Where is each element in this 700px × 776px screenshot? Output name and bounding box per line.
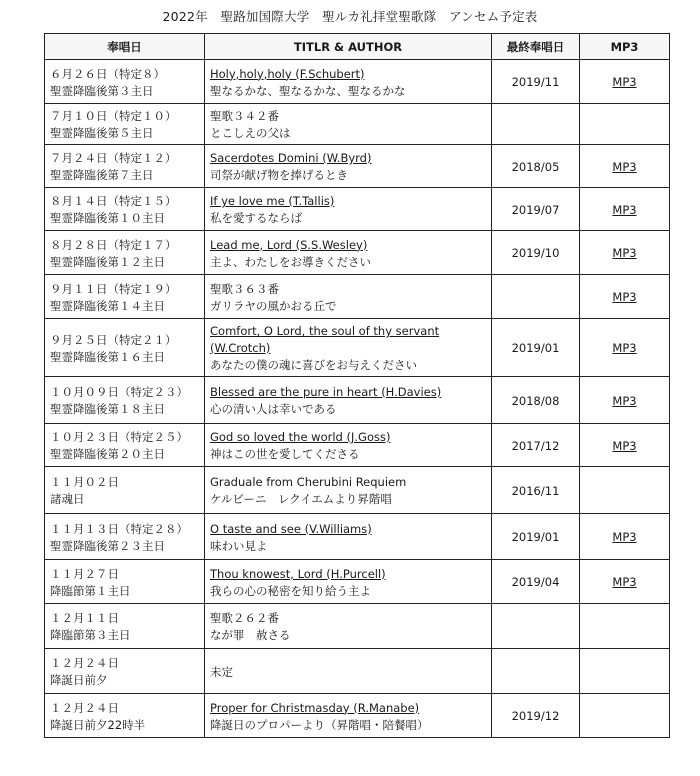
table-row — [45, 467, 670, 514]
mp3-cell — [580, 188, 670, 231]
anthem-schedule-table — [44, 33, 670, 738]
date-cell — [45, 514, 205, 560]
anthem-japanese-title: 降誕日のプロパーより（昇階唱・陪餐唱） — [210, 717, 429, 732]
anthem-japanese-title: とこしえの父は — [210, 126, 291, 140]
anthem-composer-link[interactable]: (W.Crotch) — [210, 341, 271, 355]
liturgical-day: 降誕日前夕 — [50, 673, 108, 687]
mp3-cell — [580, 145, 670, 188]
date-cell — [45, 145, 205, 188]
liturgical-day: 聖霊降臨後第５主日 — [50, 126, 154, 140]
anthem-japanese-title: ガリラヤの風かおる丘で — [210, 298, 337, 313]
service-date: １１月２７日 — [50, 566, 119, 581]
anthem-japanese-title: 私を愛するならば — [210, 211, 302, 225]
table-row — [45, 275, 670, 319]
date-cell — [45, 604, 205, 649]
table-row — [45, 188, 670, 231]
date-cell — [45, 60, 205, 104]
title-cell — [205, 188, 492, 231]
mp3-link[interactable]: MP3 — [612, 159, 637, 174]
last-sung-cell — [492, 604, 580, 649]
title-cell — [205, 60, 492, 104]
table-row — [45, 649, 670, 694]
service-date: ６月２６日（特定８） — [50, 66, 165, 81]
last-sung-cell: 2019/10 — [492, 231, 580, 275]
header-row — [45, 34, 670, 60]
liturgical-day: 聖霊降臨後第２０主日 — [50, 447, 165, 461]
date-cell — [45, 467, 205, 514]
mp3-link[interactable]: MP3 — [612, 290, 637, 304]
last-sung-cell: 2019/01 — [492, 319, 580, 377]
anthem-title-link[interactable]: Lead me, Lord (S.S.Wesley) — [210, 237, 368, 252]
liturgical-day: 諸魂日 — [50, 492, 85, 506]
table-row — [45, 560, 670, 604]
liturgical-day: 降臨節第３主日 — [50, 628, 131, 642]
mp3-link[interactable]: MP3 — [612, 530, 637, 544]
service-date: ９月１１日（特定１９） — [50, 281, 177, 296]
anthem-title-link[interactable]: O taste and see (V.Williams) — [210, 521, 372, 536]
mp3-link[interactable]: MP3 — [612, 438, 637, 453]
table-row — [45, 604, 670, 649]
column-header-last-sung: 最終奉唱日 — [492, 34, 580, 60]
mp3-link[interactable]: MP3 — [612, 246, 637, 260]
anthem-title-link[interactable]: Blessed are the pure in heart (H.Davies) — [210, 385, 442, 399]
anthem-japanese-title: あなたの僕の魂に喜びをお与えください — [210, 358, 417, 372]
service-date: ９月２５日（特定２１） — [50, 332, 177, 347]
mp3-cell — [580, 514, 670, 560]
title-cell — [205, 694, 492, 738]
anthem-japanese-title: なが罪 赦さる — [210, 628, 291, 642]
last-sung-cell: 2017/12 — [492, 424, 580, 467]
mp3-cell — [580, 649, 670, 694]
last-sung-cell — [492, 275, 580, 319]
anthem-title-link[interactable]: Sacerdotes Domini (W.Byrd) — [210, 151, 372, 165]
anthem-title-link[interactable]: Proper for Christmasday (R.Manabe) — [210, 700, 420, 715]
anthem-japanese-title: 司祭が献げ物を捧げるとき — [210, 168, 348, 182]
date-cell — [45, 104, 205, 145]
table-row — [45, 145, 670, 188]
service-date: １１月１３日（特定２８） — [50, 521, 188, 536]
liturgical-day: 聖霊降臨後第３主日 — [50, 83, 154, 98]
anthem-japanese-title: 聖なるかな、聖なるかな、聖なるかな — [210, 83, 406, 98]
last-sung-cell: 2019/07 — [492, 188, 580, 231]
date-cell — [45, 319, 205, 377]
service-date: １２月２４日 — [50, 656, 119, 670]
mp3-link[interactable]: MP3 — [612, 575, 637, 589]
liturgical-day: 聖霊降臨後第１０主日 — [50, 211, 165, 225]
liturgical-day: 聖霊降臨後第１６主日 — [50, 349, 165, 364]
column-header-mp3: MP3 — [580, 34, 670, 60]
service-date: １２月１１日 — [50, 611, 119, 625]
mp3-link[interactable]: MP3 — [612, 341, 637, 355]
service-date: １０月０９日（特定２３） — [50, 385, 188, 399]
liturgical-day: 聖霊降臨後第１８主日 — [50, 402, 165, 416]
mp3-cell — [580, 377, 670, 424]
table-row — [45, 231, 670, 275]
liturgical-day: 聖霊降臨後第２３主日 — [50, 538, 165, 553]
last-sung-cell: 2019/12 — [492, 694, 580, 738]
last-sung-cell: 2016/11 — [492, 467, 580, 514]
date-cell — [45, 275, 205, 319]
liturgical-day: 降臨節第１主日 — [50, 583, 131, 598]
anthem-title-link[interactable]: Thou knowest, Lord (H.Purcell) — [210, 566, 386, 581]
table-row — [45, 424, 670, 467]
date-cell — [45, 188, 205, 231]
liturgical-day: 聖霊降臨後第１２主日 — [50, 254, 165, 269]
title-cell — [205, 319, 492, 377]
date-cell — [45, 560, 205, 604]
anthem-japanese-title: 主よ、わたしをお導きください — [210, 254, 371, 269]
title-cell — [205, 649, 492, 694]
table-row — [45, 60, 670, 104]
mp3-link[interactable]: MP3 — [612, 202, 637, 217]
anthem-japanese-title: 神はこの世を愛してくださる — [210, 447, 360, 461]
title-cell — [205, 377, 492, 424]
mp3-link[interactable]: MP3 — [612, 75, 637, 89]
title-cell — [205, 467, 492, 514]
mp3-cell — [580, 275, 670, 319]
service-date: １１月０２日 — [50, 475, 119, 489]
table-row — [45, 319, 670, 377]
anthem-title-link[interactable]: If ye love me (T.Tallis) — [210, 194, 335, 208]
service-date: ７月１０日（特定１０） — [50, 109, 177, 123]
anthem-japanese-title: 味わい見よ — [210, 538, 268, 553]
last-sung-cell — [492, 104, 580, 145]
anthem-title: 聖歌２６２番 — [210, 611, 279, 625]
last-sung-cell: 2018/05 — [492, 145, 580, 188]
title-cell — [205, 231, 492, 275]
date-cell — [45, 424, 205, 467]
title-cell — [205, 145, 492, 188]
mp3-cell — [580, 604, 670, 649]
title-cell — [205, 424, 492, 467]
liturgical-day: 聖霊降臨後第１４主日 — [50, 298, 165, 313]
mp3-cell — [580, 319, 670, 377]
last-sung-cell: 2018/08 — [492, 377, 580, 424]
page-title: 2022年 聖路加国際大学 聖ルカ礼拝堂聖歌隊 アンセム予定表 — [162, 9, 538, 24]
service-date: １０月２３日（特定２５） — [50, 430, 188, 444]
table-row — [45, 694, 670, 738]
table-row — [45, 104, 670, 145]
anthem-title: Graduale from Cherubini Requiem — [210, 475, 407, 489]
service-date: ８月１４日（特定１５） — [50, 194, 177, 208]
column-header-title: TITLR & AUTHOR — [205, 34, 492, 60]
date-cell — [45, 231, 205, 275]
service-date: ７月２４日（特定１２） — [50, 151, 177, 165]
anthem-title: 聖歌３４２番 — [210, 109, 279, 123]
service-date: ８月２８日（特定１７） — [50, 237, 177, 252]
anthem-japanese-title: 我らの心の秘密を知り給う主よ — [210, 583, 371, 598]
title-cell — [205, 604, 492, 649]
service-date: １２月２４日 — [50, 700, 119, 715]
date-cell — [45, 649, 205, 694]
table-row — [45, 377, 670, 424]
last-sung-cell: 2019/04 — [492, 560, 580, 604]
last-sung-cell — [492, 649, 580, 694]
title-cell — [205, 275, 492, 319]
mp3-cell — [580, 694, 670, 738]
column-header-date: 奉唱日 — [45, 34, 205, 60]
anthem-title: 聖歌３６３番 — [210, 281, 279, 296]
mp3-cell — [580, 104, 670, 145]
last-sung-cell: 2019/01 — [492, 514, 580, 560]
anthem-title-link[interactable]: God so loved the world (J.Goss) — [210, 430, 391, 444]
anthem-title: 未定 — [210, 664, 233, 679]
mp3-cell — [580, 231, 670, 275]
date-cell — [45, 377, 205, 424]
mp3-link[interactable]: MP3 — [612, 393, 637, 408]
last-sung-cell: 2019/11 — [492, 60, 580, 104]
title-cell — [205, 514, 492, 560]
mp3-cell — [580, 467, 670, 514]
anthem-japanese-title: ケルビーニ レクイエムより昇階唱 — [210, 492, 392, 506]
table-row — [45, 514, 670, 560]
anthem-title-link[interactable]: Comfort, O Lord, the soul of thy servant — [210, 324, 440, 338]
date-cell — [45, 694, 205, 738]
liturgical-day: 聖霊降臨後第７主日 — [50, 168, 154, 182]
liturgical-day: 降誕日前夕22時半 — [50, 717, 146, 732]
title-cell — [205, 104, 492, 145]
mp3-cell — [580, 424, 670, 467]
anthem-title-link[interactable]: Holy,holy,holy (F.Schubert) — [210, 66, 365, 81]
mp3-cell — [580, 60, 670, 104]
mp3-cell — [580, 560, 670, 604]
title-cell — [205, 560, 492, 604]
anthem-japanese-title: 心の清い人は幸いである — [210, 402, 337, 416]
